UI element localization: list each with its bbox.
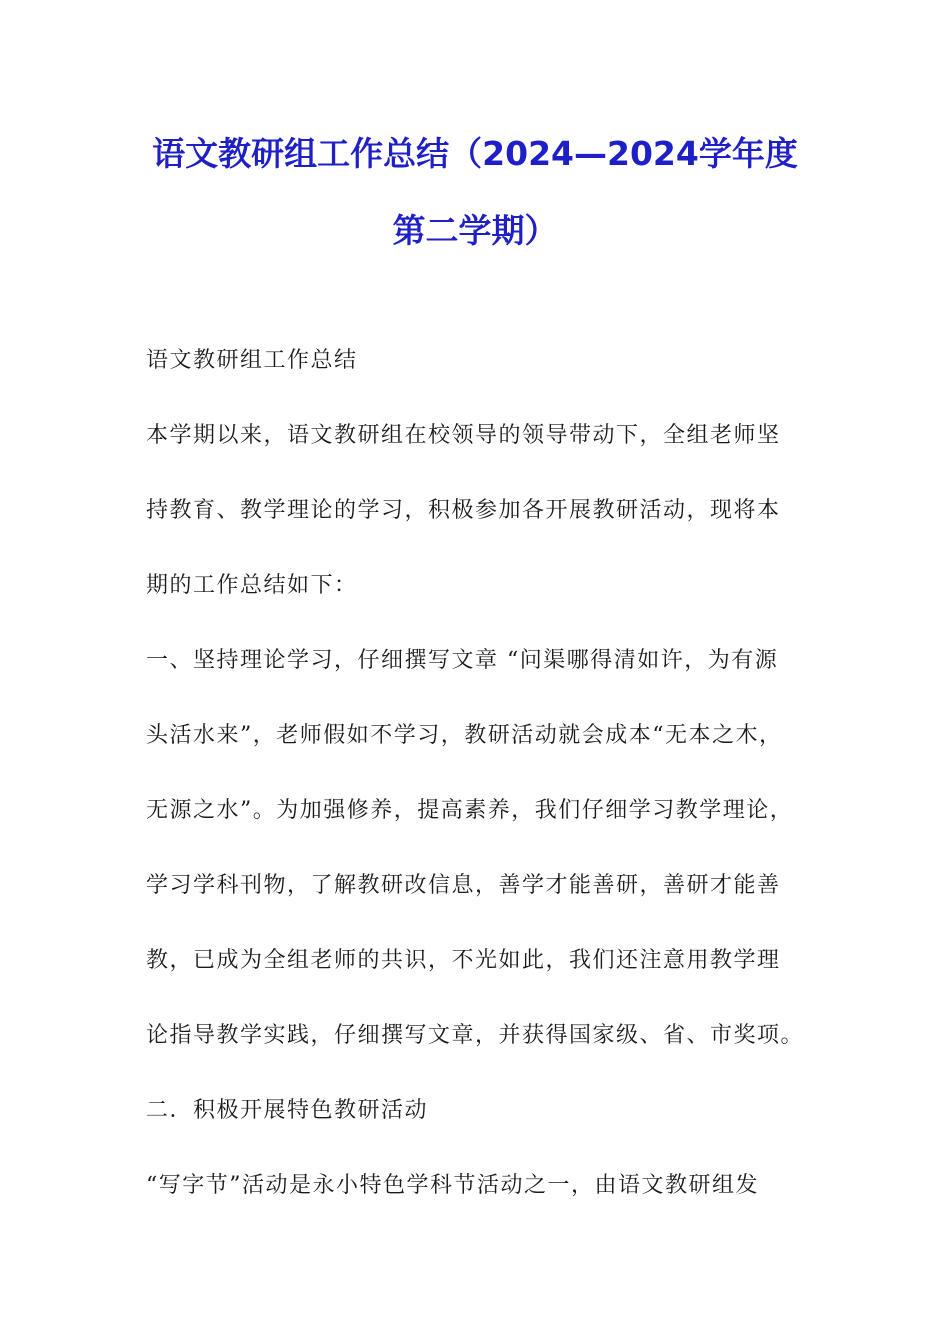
document-title-line-2: 第二学期）	[392, 211, 558, 250]
paragraph-line: 头活水来”，老师假如不学习，教研活动就会成本“无本之木，	[146, 723, 783, 748]
paragraph-line: 教，已成为全组老师的共识，不光如此，我们还注意用教学理	[146, 948, 781, 973]
section-heading: 二．积极开展特色教研活动	[146, 1098, 429, 1123]
document-title-line-1: 语文教研组工作总结（2024—2024学年度	[152, 134, 798, 173]
paragraph-line: 一、坚持理论学习，仔细撰写文章 “问渠哪得清如许，为有源	[146, 648, 779, 673]
paragraph-line: 持教育、教学理论的学习，积极参加各开展教研活动，现将本	[146, 498, 781, 523]
paragraph-line: 无源之水”。为加强修养，提高素养，我们仔细学习教学理论，	[146, 798, 794, 823]
paragraph-line: 论指导教学实践，仔细撰写文章，并获得国家级、省、市奖项。	[146, 1023, 805, 1048]
section-heading: 语文教研组工作总结	[146, 348, 358, 373]
paragraph-line: 期的工作总结如下：	[146, 573, 358, 598]
paragraph-line: 学习学科刊物，了解教研改信息，善学才能善研，善研才能善	[146, 873, 781, 898]
document-body	[146, 335, 820, 1235]
paragraph-line: “写字节”活动是永小特色学科节活动之一，由语文教研组发	[146, 1173, 759, 1198]
paragraph-line: 本学期以来，语文教研组在校领导的领导带动下，全组老师坚	[146, 423, 781, 448]
